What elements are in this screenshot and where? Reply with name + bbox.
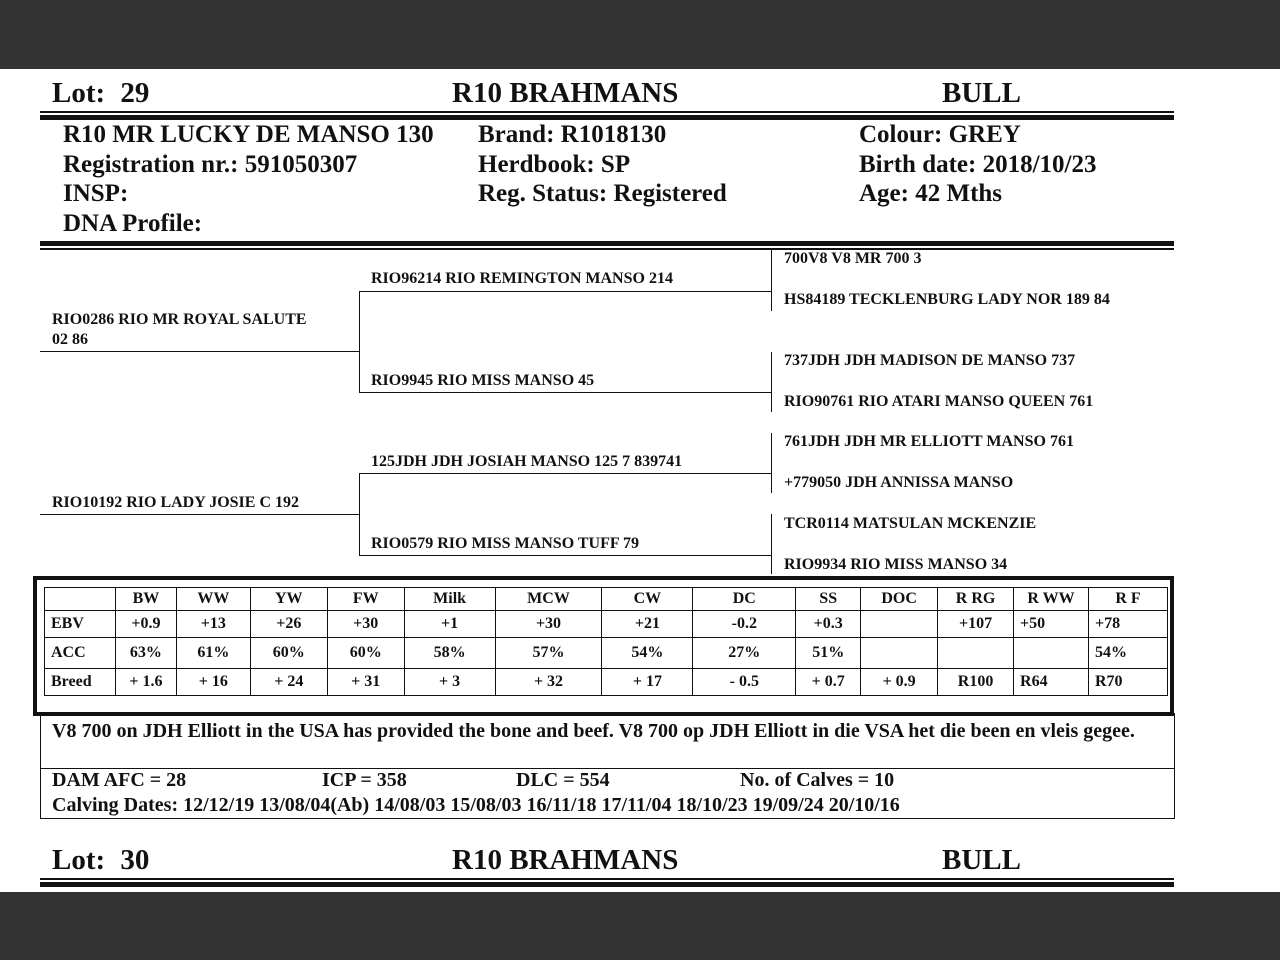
sire-line: [40, 351, 359, 352]
ebv-cell: + 0.7: [796, 669, 861, 696]
animal-age: Age: 42 Mths: [859, 180, 1003, 207]
ebv-cell: YW: [250, 588, 327, 611]
sire-sire-line: [359, 291, 772, 292]
ebv-cell: [861, 611, 938, 638]
ebv-cell: +107: [938, 611, 1014, 638]
ebv-row-label: Breed: [45, 669, 116, 696]
next-lot-header: [52, 844, 149, 877]
lot-label: Lot:: [52, 77, 106, 109]
animal-colour: Colour: GREY: [859, 121, 1021, 148]
ebv-cell: R70: [1088, 669, 1167, 696]
herdbook: Herdbook: SP: [478, 151, 631, 178]
ebv-row-label: EBV: [45, 611, 116, 638]
ebv-cell: 58%: [404, 638, 495, 669]
animal-brand: Brand: R1018130: [478, 121, 667, 148]
catalogue-page: [0, 69, 1280, 892]
ebv-cell: 27%: [693, 638, 796, 669]
pedigree-sire: RIO0286 RIO MR ROYAL SALUTE: [52, 311, 307, 328]
ebv-cell: + 24: [250, 669, 327, 696]
pedigree-gg-2: HS84189 TECKLENBURG LADY NOR 189 84: [784, 291, 1110, 308]
sire-sire-bracket: [771, 250, 772, 311]
ebv-cell: 61%: [176, 638, 250, 669]
pedigree-sire-dam: RIO9945 RIO MISS MANSO 45: [371, 372, 595, 389]
breeder-comment: V8 700 on JDH Elliott in the USA has provided the bone and beef. V8 700 op JDH Elliott in die VSA het die been en vleis gegee.: [52, 720, 1135, 742]
next-lot-number: 30: [120, 844, 150, 876]
next-header-rule-thin: [40, 878, 1174, 880]
ebv-cell: R F: [1088, 588, 1167, 611]
dlc: DLC = 554: [516, 769, 610, 791]
calving-dates: Calving Dates: 12/12/19 13/08/04(Ab) 14/08/03 15/08/03 16/11/18 17/11/04 18/10/23 19/09/24 20/10/16: [52, 794, 900, 816]
info-rule-thick: [40, 241, 1174, 246]
ebv-row-breed: [45, 669, 1168, 696]
registration-number: Registration nr.: 591050307: [63, 151, 358, 178]
pedigree-dam-sire: 125JDH JDH JOSIAH MANSO 125 7 839741: [371, 453, 683, 470]
reg-status: Reg. Status: Registered: [478, 180, 727, 207]
number-of-calves: No. of Calves = 10: [740, 769, 895, 791]
ebv-cell: [861, 638, 938, 669]
ebv-cell: [1014, 638, 1089, 669]
ebv-cell: + 16: [176, 669, 250, 696]
ebv-header-row: [45, 588, 1168, 611]
ebv-cell: +0.9: [115, 611, 176, 638]
pedigree-gg-6: +779050 JDH ANNISSA MANSO: [784, 474, 1014, 491]
dam-line: [40, 514, 359, 515]
pedigree-sire-line2: 02 86: [52, 331, 88, 348]
pedigree-dam: RIO10192 RIO LADY JOSIE C 192: [52, 494, 299, 511]
ebv-cell: -0.2: [693, 611, 796, 638]
viewer-bottom-bar: [0, 892, 1280, 960]
dam-afc: DAM AFC = 28: [52, 769, 187, 791]
pedigree-dam-dam: RIO0579 RIO MISS MANSO TUFF 79: [371, 535, 640, 552]
header-rule-thick: [40, 115, 1174, 120]
info-rule-thin: [40, 248, 1174, 250]
pedigree-gg-8: RIO9934 RIO MISS MANSO 34: [784, 556, 1008, 573]
animal-sex: BULL: [942, 77, 1021, 109]
ebv-cell: DC: [693, 588, 796, 611]
dam-dam-line: [359, 555, 772, 556]
ebv-cell: 60%: [250, 638, 327, 669]
ebv-cell: Milk: [404, 588, 495, 611]
ebv-cell: +78: [1088, 611, 1167, 638]
dam-bracket: [359, 473, 360, 555]
ebv-cell: WW: [176, 588, 250, 611]
ebv-row-label: ACC: [45, 638, 116, 669]
ebv-cell: +26: [250, 611, 327, 638]
ebv-cell: BW: [115, 588, 176, 611]
ebv-cell: CW: [602, 588, 693, 611]
dam-dam-bracket: [771, 514, 772, 574]
pedigree-gg-1: 700V8 V8 MR 700 3: [784, 250, 922, 267]
ebv-row-ebv: [45, 611, 1168, 638]
birth-date: Birth date: 2018/10/23: [859, 151, 1097, 178]
ebv-cell: 57%: [495, 638, 602, 669]
header-rule-thin: [40, 111, 1174, 113]
ebv-cell: DOC: [861, 588, 938, 611]
pedigree-gg-7: TCR0114 MATSULAN MCKENZIE: [784, 515, 1037, 532]
pedigree-gg-5: 761JDH JDH MR ELLIOTT MANSO 761: [784, 433, 1074, 450]
breeder-name: R10 BRAHMANS: [452, 77, 679, 109]
ebv-cell: 60%: [327, 638, 404, 669]
next-lot-label: Lot:: [52, 844, 106, 876]
ebv-cell: +0.3: [796, 611, 861, 638]
ebv-cell: R64: [1014, 669, 1089, 696]
ebv-cell: + 32: [495, 669, 602, 696]
ebv-cell: MCW: [495, 588, 602, 611]
ebv-cell: + 0.9: [861, 669, 938, 696]
sire-bracket: [359, 291, 360, 392]
ebv-cell: +13: [176, 611, 250, 638]
ebv-cell: +30: [495, 611, 602, 638]
sire-dam-bracket: [771, 352, 772, 412]
next-breeder-name: R10 BRAHMANS: [452, 844, 679, 876]
ebv-cell: +21: [602, 611, 693, 638]
pedigree-gg-4: RIO90761 RIO ATARI MANSO QUEEN 761: [784, 393, 1094, 410]
ebv-cell: +30: [327, 611, 404, 638]
dam-sire-line: [359, 473, 772, 474]
ebv-cell: R100: [938, 669, 1014, 696]
next-header-rule-thick: [40, 882, 1174, 887]
insp: INSP:: [63, 180, 129, 207]
ebv-cell: R WW: [1014, 588, 1089, 611]
pedigree-sire-sire: RIO96214 RIO REMINGTON MANSO 214: [371, 270, 673, 287]
ebv-row-label: [45, 588, 116, 611]
ebv-cell: - 0.5: [693, 669, 796, 696]
ebv-cell: SS: [796, 588, 861, 611]
ebv-cell: FW: [327, 588, 404, 611]
ebv-cell: 54%: [1088, 638, 1167, 669]
ebv-cell: +50: [1014, 611, 1089, 638]
lot-header: [52, 77, 149, 110]
ebv-row-acc: [45, 638, 1168, 669]
ebv-cell: + 17: [602, 669, 693, 696]
ebv-cell: +1: [404, 611, 495, 638]
ebv-cell: [938, 638, 1014, 669]
next-animal-sex: BULL: [942, 844, 1021, 876]
animal-name: R10 MR LUCKY DE MANSO 130: [63, 121, 434, 148]
ebv-cell: + 3: [404, 669, 495, 696]
dna-profile: DNA Profile:: [63, 210, 203, 237]
ebv-cell: 51%: [796, 638, 861, 669]
icp: ICP = 358: [322, 769, 407, 791]
ebv-cell: + 1.6: [115, 669, 176, 696]
ebv-table: [44, 587, 1168, 696]
pedigree-gg-3: 737JDH JDH MADISON DE MANSO 737: [784, 352, 1076, 369]
ebv-cell: R RG: [938, 588, 1014, 611]
ebv-cell: 54%: [602, 638, 693, 669]
ebv-cell: 63%: [115, 638, 176, 669]
ebv-cell: + 31: [327, 669, 404, 696]
lot-number: 29: [120, 77, 150, 109]
sire-dam-line: [359, 392, 772, 393]
dam-sire-bracket: [771, 433, 772, 493]
viewer-top-bar: [0, 0, 1280, 69]
